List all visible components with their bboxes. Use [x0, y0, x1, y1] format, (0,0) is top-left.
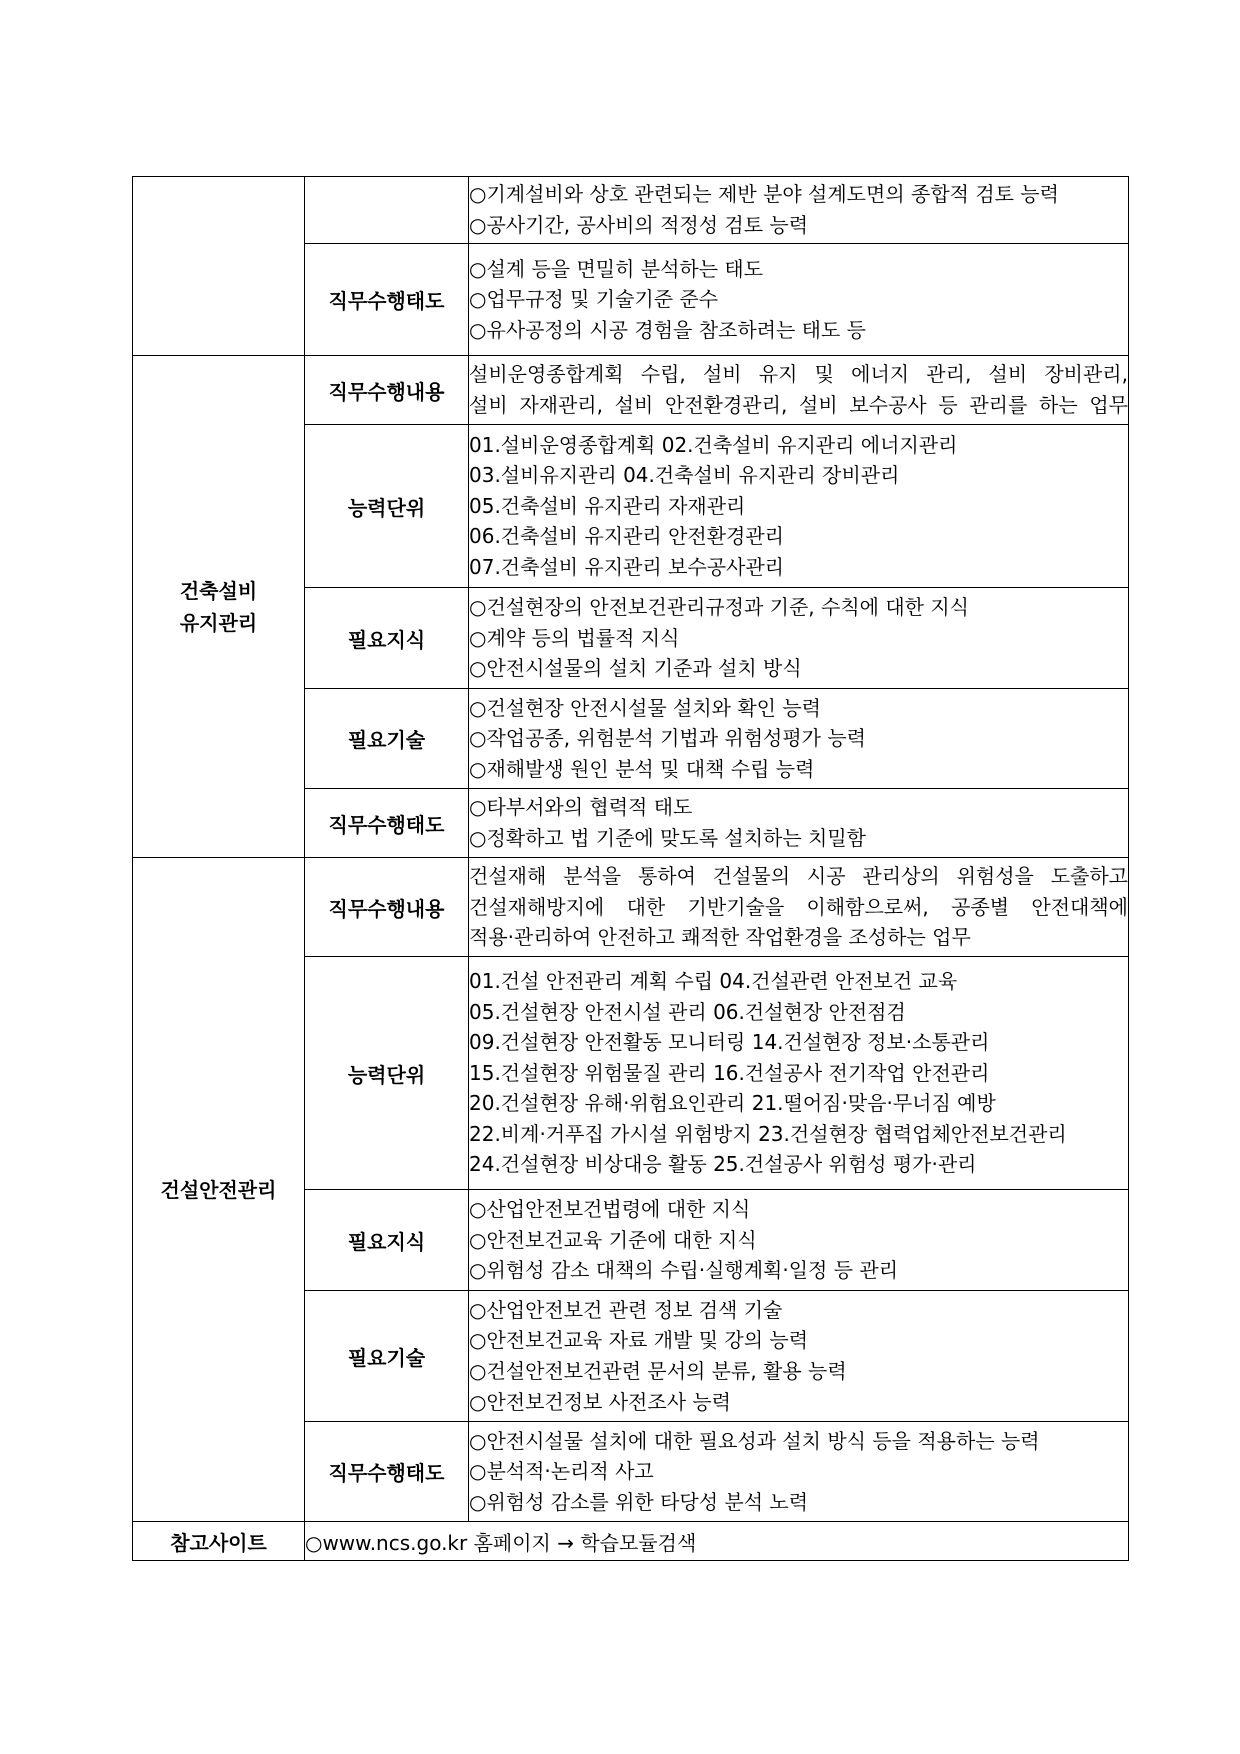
row-label: [305, 177, 469, 244]
content-line: 05.건설현장 안전시설 관리 06.건설현장 안전점검: [469, 999, 906, 1024]
content-cell: [469, 957, 1129, 1190]
row-label: 능력단위: [305, 425, 469, 588]
row-label: 필요지식: [305, 588, 469, 689]
content-line: ○재해발생 원인 분석 및 대책 수립 능력: [469, 756, 815, 781]
content-line: 15.건설현장 위험물질 관리 16.건설공사 전기작업 안전관리: [469, 1060, 990, 1085]
competency-table: [132, 176, 1129, 1561]
row-label: 능력단위: [305, 957, 469, 1190]
content-line: 설비 자재관리, 설비 안전환경관리, 설비 보수공사 등 관리를 하는 업무: [469, 393, 1128, 417]
content-cell: [469, 858, 1129, 957]
content-line: ○안전보건정보 사전조사 능력: [469, 1389, 732, 1414]
content-line: 03.설비유지관리 04.건축설비 유지관리 장비관리: [469, 463, 900, 488]
content-cell: [469, 1190, 1129, 1291]
reference-label: 참고사이트: [133, 1522, 305, 1561]
content-cell: [469, 356, 1129, 425]
category-cell: [133, 858, 305, 1522]
content-line: 건설재해 분석을 통하여 건설물의 시공 관리상의 위험성을 도출하고: [469, 864, 1128, 889]
category-cell: [133, 356, 305, 858]
content-line: 20.건설현장 유해·위험요인관리 21.떨어짐·맞음·무너짐 예방: [469, 1091, 996, 1116]
content-line: 설비운영종합계획 수립, 설비 유지 및 에너지 관리, 설비 장비관리,: [469, 362, 1128, 387]
content-line: 01.설비운영종합계획 02.건축설비 유지관리 에너지관리: [469, 432, 958, 457]
content-line: ○안전보건교육 기준에 대한 지식: [469, 1227, 757, 1252]
row-label: 필요기술: [305, 689, 469, 789]
content-line: ○안전시설물의 설치 기준과 설치 방식: [469, 656, 802, 681]
content-line: ○작업공종, 위험분석 기법과 위험성평가 능력: [469, 726, 866, 751]
content-line: ○산업안전보건 관련 정보 검색 기술: [469, 1297, 783, 1322]
table-row: [133, 356, 1129, 425]
content-cell: [469, 1291, 1129, 1422]
content-line: 적용·관리하여 안전하고 쾌적한 작업환경을 조성하는 업무: [469, 925, 971, 950]
content-line: 22.비계·거푸집 가시설 위험방지 23.건설현장 협력업체안전보건관리: [469, 1121, 1067, 1146]
content-line: ○위험성 감소 대책의 수립·실행계획·일정 등 관리: [469, 1258, 899, 1283]
content-line: ○산업안전보건법령에 대한 지식: [469, 1197, 751, 1222]
content-line: ○계약 등의 법률적 지식: [469, 625, 680, 650]
row-label: 직무수행내용: [305, 858, 469, 957]
reference-row: [133, 1522, 1129, 1561]
content-cell: [469, 689, 1129, 789]
content-cell: [469, 588, 1129, 689]
table-row: [133, 177, 1129, 244]
content-line: 24.건설현장 비상대응 활동 25.건설공사 위험성 평가·관리: [469, 1152, 977, 1177]
row-label: 직무수행태도: [305, 789, 469, 858]
content-cell: [469, 1422, 1129, 1522]
content-cell: [469, 177, 1129, 244]
content-line: ○타부서와의 협력적 태도: [469, 795, 693, 820]
row-label: 직무수행내용: [305, 356, 469, 425]
content-line: ○유사공정의 시공 경험을 참조하려는 태도 등: [469, 317, 866, 342]
content-line: ○안전보건교육 자료 개발 및 강의 능력: [469, 1328, 809, 1353]
content-line: 건설재해방지에 대한 기반기술을 이해함으로써, 공종별 안전대책에: [469, 894, 1128, 919]
content-line: 06.건축설비 유지관리 안전환경관리: [469, 524, 785, 549]
category-label: 건축설비: [179, 578, 258, 603]
category-cell-continued: [133, 177, 305, 356]
category-label: 건설안전관리: [160, 1177, 277, 1202]
content-cell: [469, 425, 1129, 588]
table-row: [133, 858, 1129, 957]
content-cell: [469, 244, 1129, 356]
reference-text: ○www.ncs.go.kr 홈페이지 → 학습모듈검색: [305, 1522, 1129, 1561]
content-line: ○안전시설물 설치에 대한 필요성과 설치 방식 등을 적용하는 능력: [469, 1428, 1040, 1453]
row-label: 직무수행태도: [305, 1422, 469, 1522]
content-line: 07.건축설비 유지관리 보수공사관리: [469, 554, 785, 579]
content-cell: [469, 789, 1129, 858]
content-line: ○공사기간, 공사비의 적정성 검토 능력: [469, 213, 809, 237]
row-label: 필요기술: [305, 1291, 469, 1422]
content-line: ○건설현장 안전시설물 설치와 확인 능력: [469, 695, 822, 720]
content-line: 01.건설 안전관리 계획 수립 04.건설관련 안전보건 교육: [469, 968, 958, 993]
content-line: ○건설현장의 안전보건관리규정과 기준, 수칙에 대한 지식: [469, 595, 969, 620]
content-line: 09.건설현장 안전활동 모니터링 14.건설현장 정보·소통관리: [469, 1030, 990, 1055]
content-line: ○업무규정 및 기술기준 준수: [469, 287, 719, 312]
content-line: ○분석적·논리적 사고: [469, 1459, 654, 1484]
row-label: 필요지식: [305, 1190, 469, 1291]
content-line: ○정확하고 법 기준에 맞도록 설치하는 치밀함: [469, 826, 866, 850]
content-line: ○건설안전보건관련 문서의 분류, 활용 능력: [469, 1359, 847, 1383]
content-line: ○설계 등을 면밀히 분석하는 태도: [469, 256, 764, 281]
category-label: 유지관리: [179, 610, 258, 635]
content-line: ○위험성 감소를 위한 타당성 분석 노력: [469, 1489, 809, 1514]
row-label: 직무수행태도: [305, 244, 469, 356]
content-line: ○기계설비와 상호 관련되는 제반 분야 설계도면의 종합적 검토 능력: [469, 182, 1059, 207]
content-line: 05.건축설비 유지관리 자재관리: [469, 493, 746, 518]
